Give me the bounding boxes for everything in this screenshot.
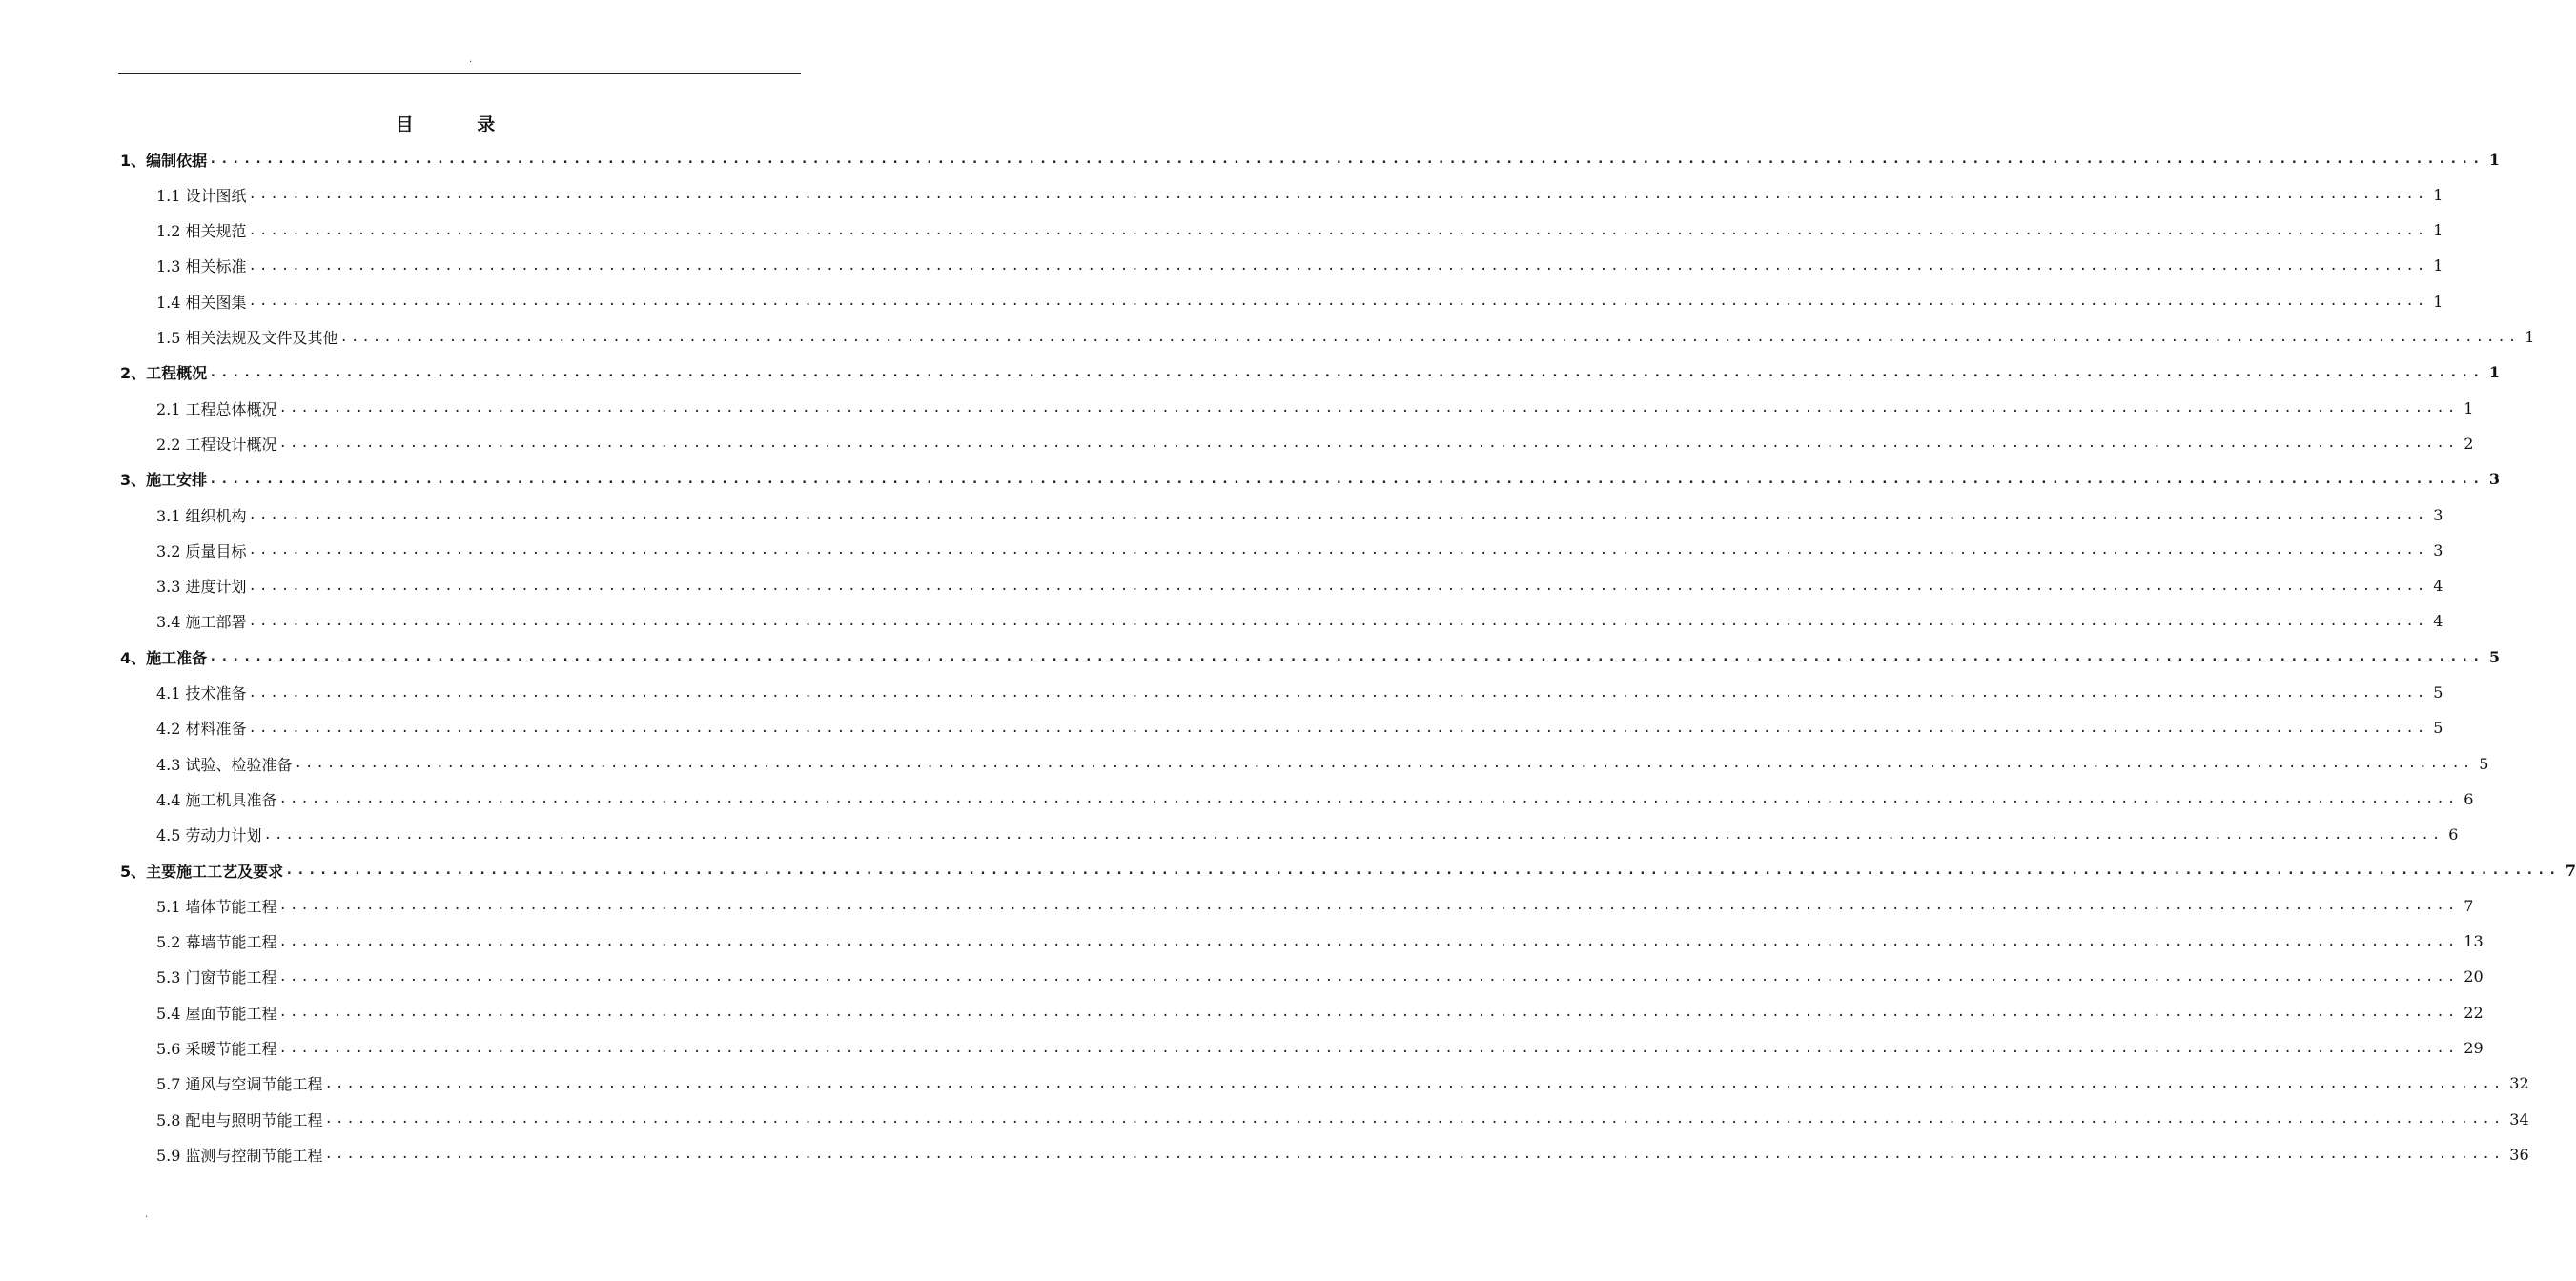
header-rule: [118, 73, 801, 74]
toc-subsection-entry[interactable]: [156, 752, 2489, 775]
toc-dot-leader: ........................................................................................................................................................................................................: [285, 863, 2560, 878]
toc-subsection-entry[interactable]: [156, 966, 2484, 988]
toc-dot-leader: ........................................................................................................................................................................................................: [209, 471, 2484, 487]
toc-dot-leader: ........................................................................................................................................................................................................: [294, 756, 2474, 772]
toc-dot-leader: ........................................................................................................................................................................................................: [278, 1040, 2459, 1056]
toc-entry-title: 3、施工安排: [120, 471, 208, 490]
toc-entry-title: 5.4 屋面节能工程: [156, 1004, 277, 1023]
toc-entry-title: 2.1 工程总体概况: [156, 399, 277, 418]
toc-dot-leader: ........................................................................................................................................................................................................: [278, 1005, 2459, 1021]
toc-subsection-entry[interactable]: [156, 1072, 2529, 1095]
toc-subsection-entry[interactable]: [156, 326, 2535, 349]
toc-entry-title: 1.3 相关标准: [156, 257, 247, 276]
toc-entry-page-number: 34: [2509, 1109, 2529, 1128]
toc-entry-title: 5.8 配电与照明节能工程: [156, 1110, 323, 1129]
toc-dot-leader: ........................................................................................................................................................................................................: [278, 933, 2459, 949]
toc-subsection-entry[interactable]: [156, 1108, 2529, 1130]
toc-dot-leader: ........................................................................................................................................................................................................: [248, 720, 2428, 736]
toc-dot-leader: ........................................................................................................................................................................................................: [209, 364, 2484, 380]
toc-entry-title: 5.6 采暖节能工程: [156, 1040, 277, 1058]
toc-entry-title: 4.2 材料准备: [156, 720, 247, 739]
toc-dot-leader: ........................................................................................................................................................................................................: [339, 329, 2520, 345]
toc-entry-page-number: 1: [2433, 221, 2443, 240]
toc-entry-title: 5.3 门窗节能工程: [156, 968, 277, 987]
toc-dot-leader: ........................................................................................................................................................................................................: [248, 684, 2428, 701]
toc-subsection-entry[interactable]: [156, 610, 2443, 633]
toc-entry-title: 3.2 质量目标: [156, 541, 247, 560]
toc-entry-title: 4、施工准备: [120, 648, 208, 667]
toc-dot-leader: ........................................................................................................................................................................................................: [278, 791, 2459, 807]
toc-entry-title: 4.1 技术准备: [156, 684, 247, 702]
toc-dot-leader: ........................................................................................................................................................................................................: [248, 222, 2428, 238]
toc-entry-page-number: 5: [2479, 754, 2489, 773]
toc-subsection-entry[interactable]: [156, 575, 2443, 598]
toc-dot-leader: ........................................................................................................................................................................................................: [248, 542, 2428, 559]
toc-dot-leader: ........................................................................................................................................................................................................: [278, 400, 2459, 417]
toc-entry-page-number: 29: [2464, 1039, 2484, 1057]
toc-entry-title: 1.2 相关规范: [156, 222, 247, 241]
toc-entry-title: 5.1 墙体节能工程: [156, 897, 277, 916]
toc-section-entry[interactable]: [120, 645, 2501, 668]
toc-entry-page-number: 1: [2464, 398, 2474, 417]
toc-entry-page-number: 1: [2433, 185, 2443, 204]
toc-entry-page-number: 3: [2433, 505, 2443, 524]
toc-entry-page-number: 7: [2464, 896, 2474, 915]
toc-subsection-entry[interactable]: [156, 539, 2443, 561]
toc-dot-leader: ........................................................................................................................................................................................................: [209, 152, 2484, 167]
toc-entry-title: 1.1 设计图纸: [156, 186, 247, 205]
toc-entry-title: 2.2 工程设计概况: [156, 435, 277, 454]
toc-entry-title: 1、编制依据: [120, 151, 208, 170]
toc-entry-page-number: 1: [2488, 363, 2501, 382]
toc-entry-page-number: 22: [2464, 1003, 2484, 1022]
toc-subsection-entry[interactable]: [156, 396, 2474, 419]
toc-subsection-entry[interactable]: [156, 290, 2443, 313]
toc-entry-page-number: 6: [2464, 789, 2474, 808]
toc-subsection-entry[interactable]: [156, 787, 2474, 810]
toc-entry-title: 5、主要施工工艺及要求: [120, 862, 284, 881]
toc-subsection-entry[interactable]: [156, 1143, 2529, 1166]
toc-dot-leader: ........................................................................................................................................................................................................: [248, 187, 2428, 203]
toc-section-entry[interactable]: [120, 361, 2501, 384]
toc-entry-title: 5.7 通风与空调节能工程: [156, 1075, 323, 1094]
toc-subsection-entry[interactable]: [156, 894, 2474, 917]
toc-entry-page-number: 6: [2448, 825, 2459, 844]
toc-entry-title: 4.3 试验、检验准备: [156, 755, 293, 774]
toc-entry-page-number: 36: [2509, 1145, 2529, 1164]
toc-dot-leader: ........................................................................................................................................................................................................: [278, 898, 2459, 914]
toc-subsection-entry[interactable]: [156, 254, 2443, 277]
toc-section-entry[interactable]: [120, 468, 2501, 491]
toc-subsection-entry[interactable]: [156, 1037, 2484, 1060]
toc-entry-title: 1.5 相关法规及文件及其他: [156, 329, 338, 347]
toc-entry-page-number: 1: [2433, 292, 2443, 311]
toc-entry-page-number: 5: [2433, 683, 2443, 702]
toc-entry-page-number: 4: [2433, 577, 2443, 596]
toc-entry-page-number: 3: [2433, 540, 2443, 559]
toc-dot-leader: ........................................................................................................................................................................................................: [248, 294, 2428, 310]
toc-section-entry[interactable]: [120, 148, 2501, 171]
toc-entry-page-number: 1: [2525, 328, 2535, 346]
toc-subsection-entry[interactable]: [156, 681, 2443, 704]
toc-entry-page-number: 32: [2509, 1074, 2529, 1093]
toc-dot-leader: ........................................................................................................................................................................................................: [324, 1111, 2504, 1128]
toc-dot-leader: ........................................................................................................................................................................................................: [209, 649, 2484, 665]
toc-dot-leader: ........................................................................................................................................................................................................: [263, 826, 2443, 843]
header-mark: .: [469, 54, 473, 65]
toc-entry-title: 5.9 监测与控制节能工程: [156, 1146, 323, 1165]
toc-dot-leader: ........................................................................................................................................................................................................: [324, 1147, 2504, 1163]
toc-dot-leader: ........................................................................................................................................................................................................: [248, 507, 2428, 522]
toc-entry-page-number: 3: [2488, 470, 2501, 489]
toc-entry-page-number: 1: [2488, 150, 2501, 169]
toc-section-entry[interactable]: [120, 859, 2576, 882]
toc-entry-title: 3.4 施工部署: [156, 613, 247, 632]
toc-subsection-entry[interactable]: [156, 930, 2484, 953]
footer-mark: .: [145, 1210, 149, 1220]
toc-subsection-entry[interactable]: [156, 219, 2443, 242]
toc-dot-leader: ........................................................................................................................................................................................................: [278, 968, 2459, 985]
toc-entry-page-number: 4: [2433, 612, 2443, 631]
toc-subsection-entry[interactable]: [156, 183, 2443, 206]
toc-entry-title: 3.3 进度计划: [156, 578, 247, 597]
toc-entry-title: 1.4 相关图集: [156, 293, 247, 312]
toc-dot-leader: ........................................................................................................................................................................................................: [324, 1075, 2504, 1091]
toc-entry-page-number: 5: [2433, 719, 2443, 738]
toc-title: 目 录: [395, 114, 524, 135]
toc-entry-title: 4.4 施工机具准备: [156, 790, 277, 809]
toc-entry-page-number: 7: [2565, 861, 2576, 880]
toc-entry-title: 4.5 劳动力计划: [156, 826, 262, 845]
toc-dot-leader: ........................................................................................................................................................................................................: [248, 578, 2428, 594]
toc-entry-title: 3.1 组织机构: [156, 506, 247, 525]
toc-entry-page-number: 13: [2464, 932, 2484, 951]
toc-dot-leader: ........................................................................................................................................................................................................: [248, 613, 2428, 629]
toc-entry-page-number: 5: [2488, 647, 2501, 666]
toc-entry-page-number: 20: [2464, 967, 2484, 986]
toc-subsection-entry[interactable]: [156, 432, 2474, 455]
toc-subsection-entry[interactable]: [156, 1001, 2484, 1024]
toc-dot-leader: ........................................................................................................................................................................................................: [278, 436, 2459, 452]
toc-dot-leader: ........................................................................................................................................................................................................: [248, 257, 2428, 274]
toc-subsection-entry[interactable]: [156, 503, 2443, 526]
toc-entry-title: 5.2 幕墙节能工程: [156, 933, 277, 952]
toc-subsection-entry[interactable]: [156, 824, 2459, 846]
toc-entry-page-number: 2: [2464, 434, 2474, 453]
toc-subsection-entry[interactable]: [156, 717, 2443, 740]
toc-entry-title: 2、工程概况: [120, 364, 208, 383]
toc-entry-page-number: 1: [2433, 256, 2443, 275]
